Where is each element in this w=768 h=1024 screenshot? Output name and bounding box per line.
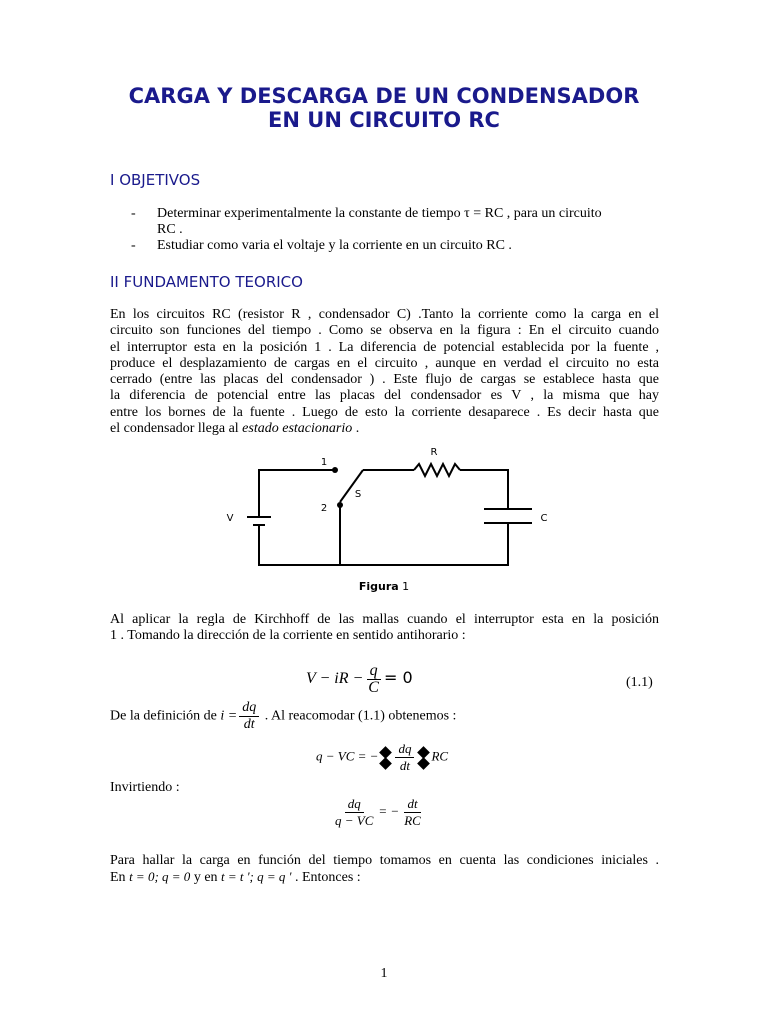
label-c: C (540, 513, 548, 524)
para-line: cerrado (entre las placas del condensador ) . Este flujo de cargas se establece hasta que (110, 372, 659, 388)
final-line-1: Para hallar la carga en función del tiempo tomamos en cuenta las condiciones iniciales . (110, 853, 659, 868)
figure-caption: Figura 1 (358, 580, 410, 593)
label-v: V (226, 513, 234, 524)
kirchhoff-line-1: Al aplicar la regla de Kirchhoff de las mallas cuando el interruptor esta en la posición (110, 612, 659, 627)
label-2: 2 (320, 503, 328, 514)
kirchhoff-paragraph (110, 612, 659, 645)
para-line: produce el desplazamiento de cargas en el circuito , aunque en verdad el circuito no esta (110, 355, 659, 371)
label-1: 1 (320, 457, 328, 468)
title-line-1: CARGA Y DESCARGA DE UN CONDENSADOR (128, 84, 640, 108)
bullet-1-line-1: Determinar experimentalmente la constante de tiempo τ = RC , para un circuito (157, 206, 602, 221)
switch-terminal-1 (332, 467, 338, 473)
para-line: En los circuitos RC (resistor R , condensador C) .Tanto la corriente como la carga en el (110, 307, 659, 322)
document-title (0, 84, 768, 132)
equation-2: q − VC = − $\frac{dq}{dt}$ RC (316, 741, 449, 773)
equation-3: $\frac{dq}{q - VC}$ = − $\frac{dt}{RC}$ (335, 796, 421, 828)
missing-glyph-icon (380, 746, 393, 759)
label-s: S (354, 489, 362, 500)
bullet-1-line-2: RC . (157, 222, 183, 237)
list-item: - Determinar experimentalmente la constante de tiempo τ = RC , para un circuito RC . (131, 206, 661, 238)
missing-glyph-icon (418, 746, 431, 759)
objectives-list (131, 206, 661, 254)
kirchhoff-line-2: 1 . Tomando la dirección de la corriente en sentido antihorario : (110, 628, 466, 644)
para-line-last: el condensador llega al estado estacionario . (110, 421, 360, 437)
section-heading-fundamento: II FUNDAMENTO TEORICO (110, 273, 303, 291)
para-line: entre los bornes de la fuente . Luego de esto la corriente desaparece . Es decir hasta que (110, 404, 659, 420)
para-line: circuito son funciones del tiempo . Como se observa en la figura : En el circuito cuando (110, 323, 659, 339)
invirtiendo-label: Invirtiendo : (110, 780, 180, 795)
para-line: la diferencia de potencial entre las placas del condensador es V , la misma que hay (110, 388, 659, 404)
label-r: R (430, 447, 438, 458)
section-heading-objetivos: I OBJETIVOS (110, 171, 201, 189)
fundamento-paragraph (110, 307, 659, 437)
bullet-2-line-1: Estudiar como varia el voltaje y la corriente en un circuito RC . (157, 238, 512, 253)
final-line-2: En t = 0; q = 0 y en t = t '; q = q ' . Entonces : (110, 869, 361, 886)
list-item: - Estudiar como varia el voltaje y la corriente en un circuito RC . (131, 238, 661, 254)
rc-circuit-diagram (210, 445, 560, 575)
para-line: el interruptor esta en la posición 1 . La diferencia de potencial establecida por la fuente , (110, 339, 659, 355)
page-number: 1 (380, 966, 388, 981)
equation-number: (1.1) (626, 675, 653, 690)
missing-glyph-icon (380, 757, 393, 770)
final-paragraph (110, 853, 659, 887)
resistor (414, 464, 460, 476)
missing-glyph-icon (418, 757, 431, 770)
estado-estacionario: estado estacionario (242, 421, 353, 437)
definition-line: De la definición de i = $\frac{dq}{dt}$ . Al reacomodar (1.1) obtenemos : (110, 700, 457, 732)
circuit-wire-bottom (259, 523, 508, 565)
title-line-2: EN UN CIRCUITO RC (268, 108, 500, 132)
equation-1-1: V − iR − $\frac{q}{C}$ = 0 (306, 662, 413, 696)
switch-terminal-2 (337, 502, 343, 508)
circuit-wire-right (460, 470, 508, 509)
